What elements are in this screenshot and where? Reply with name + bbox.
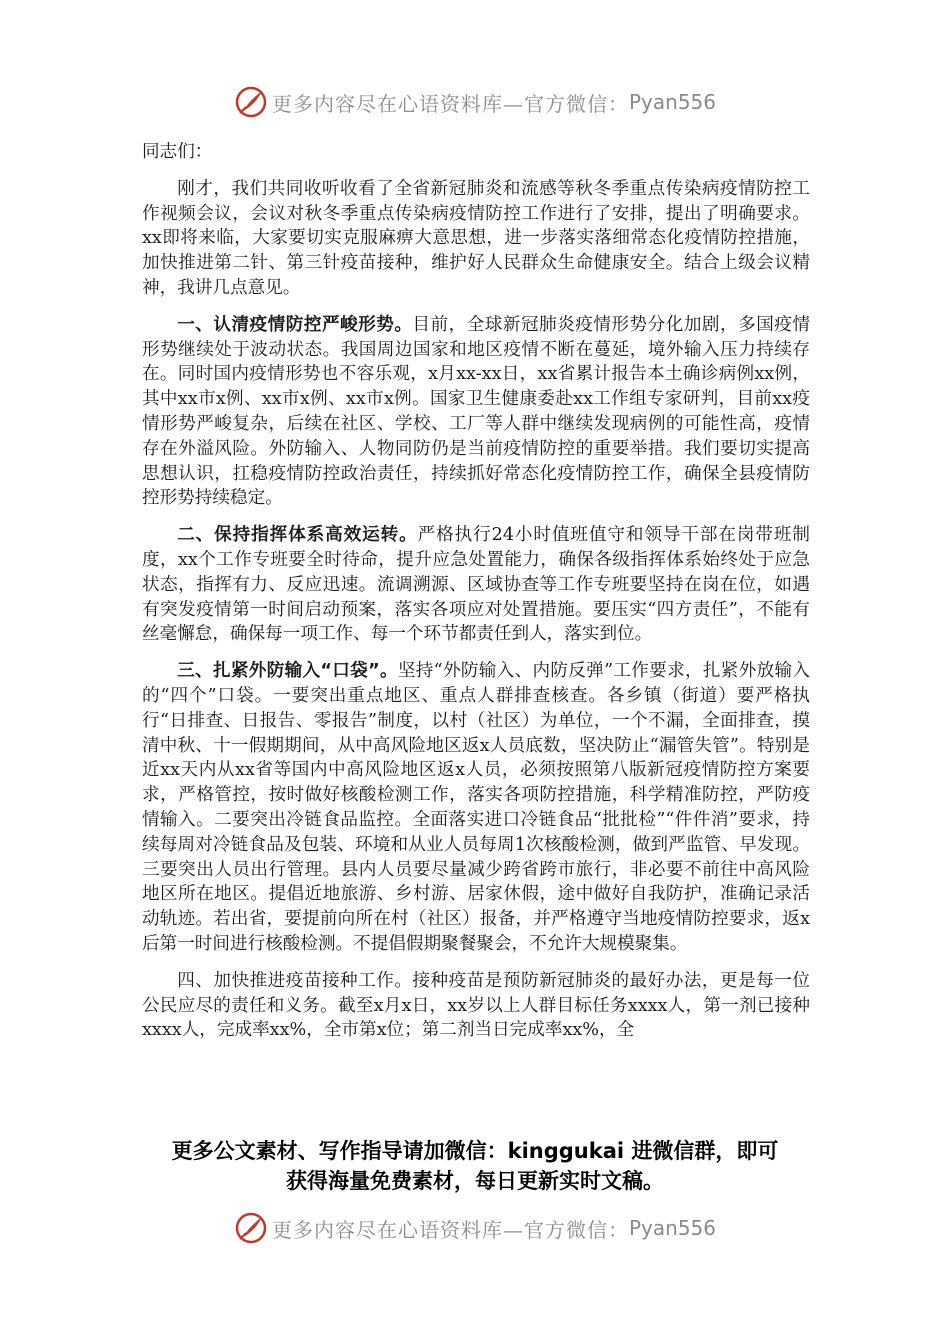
promo-line: 更多公文素材、写作指导请加微信：kinggukai 进微信群，即可 [171,1139,779,1163]
paragraph-body: 坚持“外防输入、内防反弹”工作要求，扎紧外放输入的“四个”口袋。一要突出重点地区、重点人群排查核查。各乡镇（街道）要严格执行“日排查、日报告、零报告”制度，以村（社区）为单位，一个不漏，全面排查，摸清中秋、十一假期期间，从中高风险地区返x人员底数，坚决防止“漏管失管”。特别是近xx天内从xx省等国内中高风险地区返x人员，必须按照第八版新冠疫情防控方案要求，严格管控，按时做好核酸检测工作，落实各项防控措施，科学精准防控，严防疫情输入。二要突出冷链食品监控。全面落实进口冷链食品“批批检”“件件消”要求，持续每周对冷链食品及包装、环境和从业人员每周1次核酸检测，做到严监管、早发现。三要突出人员出行管理。县内人员要尽量减少跨省跨市旅行，非必要不前往中高风险地区所在地区。提倡近地旅游、乡村游、居家休假，途中做好自我防护，准确记录活动轨迹。若出省，要提前向所在村（社区）报备，并严格遵守当地疫情防控要求，返x后第一时间进行核酸检测。不提倡假期聚餐聚会，不允许大规模聚集。 [142,661,810,954]
header-banner [0,82,950,122]
banner-text: 更多内容尽在心语资料库—官方微信： [271,91,629,116]
footer-banner [0,1208,950,1248]
paragraph-body: 目前，全球新冠肺炎疫情形势分化加剧，多国疫情形势继续处于波动状态。我国周边国家和地区疫情不断在蔓延，境外输入压力持续存在。同时国内疫情形势也不容乐观，x月xx-xx日，xx省累计报告本土确诊病例xx例，其中xx市x例、xx市x例、xx市x例。国家卫生健康委赴xx工作组专家研判，目前xx疫情形势严峻复杂，后续在社区、学校、工厂等人群中继续发现病例的可能性高，疫情存在外溢风险。外防输入、人物同防仍是当前疫情防控的重要举措。我们要切实提高思想认识，扛稳疫情防控政治责任，持续抓好常态化疫情防控工作，确保全县疫情防控形势持续稳定。 [142,314,810,509]
paragraph-heading: 一、认清疫情防控严峻形势。 [177,314,413,335]
paragraph [142,313,810,511]
banner-wechat-id: Pyan556 [628,90,716,114]
quill-logo-icon [234,85,268,119]
paragraph-heading: 三、扎紧外防输入“口袋”。 [177,661,398,682]
paragraph-heading: 二、保持指挥体系高效运转。 [177,525,418,546]
paragraph-body: 刚才，我们共同收听收看了全省新冠肺炎和流感等秋冬季重点传染病疫情防控工作视频会议，会议对秋冬季重点传染病疫情防控工作进行了安排，提出了明确要求。xx即将来临，大家要切实克服麻痹大意思想，进一步落实落细常态化疫情防控措施，加快推进第二针、第三针疫苗接种，维护好人民群众生命健康安全。结合上级会议精神，我讲几点意见。 [142,178,810,298]
promo-notice [120,1136,830,1196]
salutation: 同志们： [142,142,213,162]
banner-text: 更多内容尽在心语资料库—官方微信： [271,1217,629,1242]
paragraph [142,659,810,957]
paragraph-body: 严格执行24小时值班值守和领导干部在岗带班制度，xx个工作专班要全时待命，提升应急处置能力，确保各级指挥体系始终处于应急状态，指挥有力、反应迅速。流调溯源、区域协查等工作专班要坚持在岗在位，如遇有突发疫情第一时间启动预案，落实各项应对处置措施。要压实“四方责任”，不能有丝毫懈怠，确保每一项工作、每一个环节都责任到人，落实到位。 [142,525,810,645]
paragraph-body: 四、加快推进疫苗接种工作。接种疫苗是预防新冠肺炎的最好办法，更是每一位公民应尽的责任和义务。截至x月x日，xx岁以上人群目标任务xxxx人，第一剂已接种xxxx人，完成率xx%，全市第x位；第二剂当日完成率xx%，全 [142,970,810,1041]
paragraph [142,177,810,301]
quill-logo-icon [234,1211,268,1245]
document-body [142,140,810,1055]
promo-line: 获得海量免费素材，每日更新实时文稿。 [286,1169,664,1193]
banner-wechat-id: Pyan556 [628,1216,716,1240]
paragraph [142,523,810,647]
paragraph [142,969,810,1043]
